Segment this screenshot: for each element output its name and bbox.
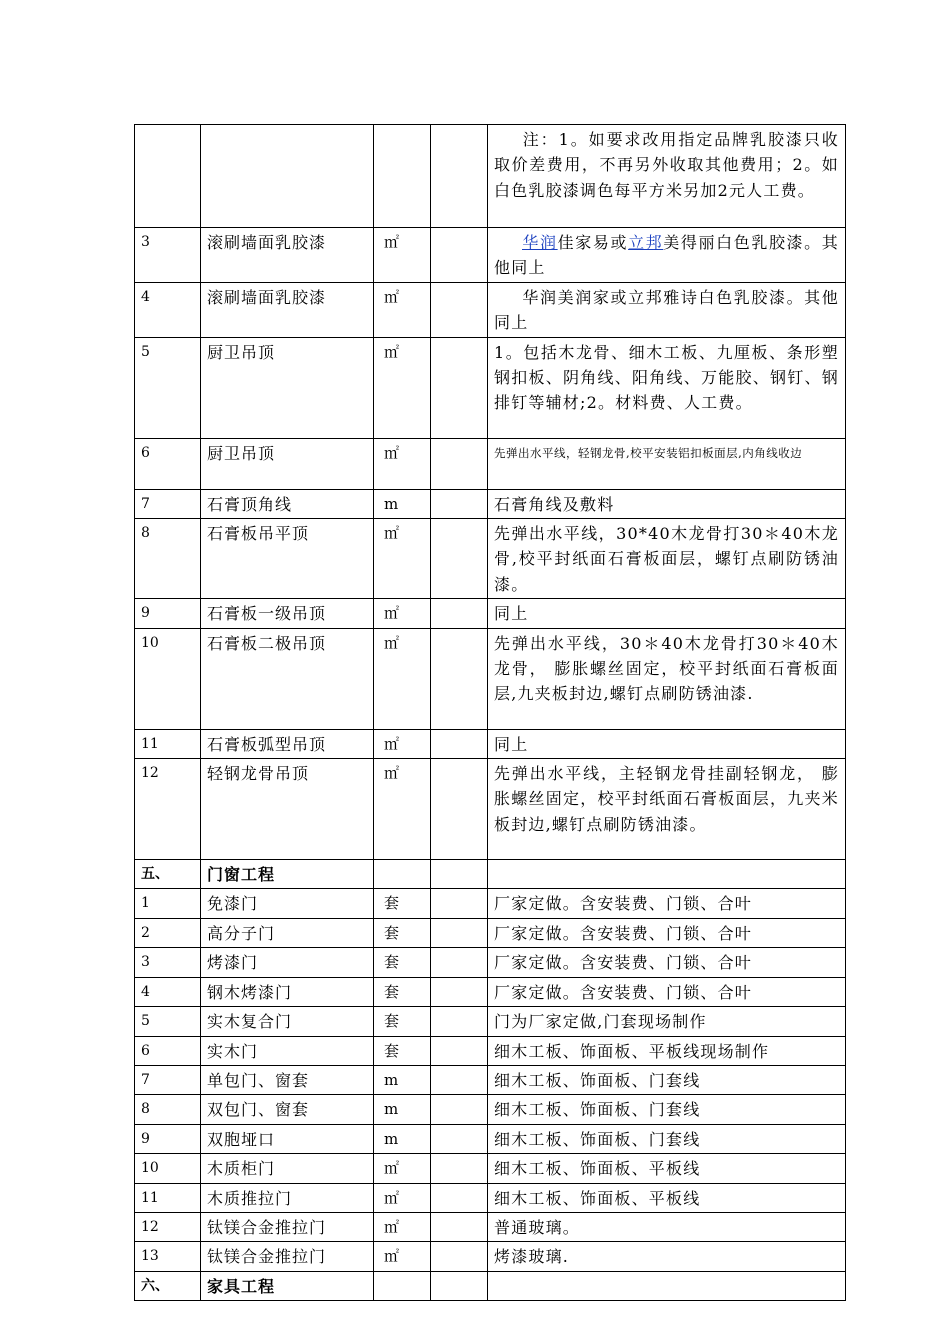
item-name: 厨卫吊顶 [201, 438, 374, 489]
item-unit: ㎡ [374, 599, 431, 628]
table-row [135, 977, 846, 1006]
item-number: 6 [135, 438, 201, 489]
item-unit: 套 [374, 918, 431, 947]
item-quantity [431, 1124, 488, 1153]
description-text: 普通玻璃。 [494, 1217, 581, 1237]
description-text: 厂家定做。含安装费、门锁、合叶 [494, 894, 753, 914]
table-row [135, 1036, 846, 1065]
item-unit: ㎡ [374, 628, 431, 729]
item-quantity [431, 1183, 488, 1212]
brand-link-libang[interactable]: 立邦 [628, 233, 664, 252]
item-name: 烤漆门 [201, 948, 374, 977]
item-unit: ㎡ [374, 729, 431, 758]
item-description [488, 759, 846, 860]
item-number: 3 [135, 228, 201, 283]
table-row [135, 1154, 846, 1183]
item-description [488, 860, 846, 889]
table-row [135, 282, 846, 337]
item-description [488, 282, 846, 337]
item-unit: ㎡ [374, 759, 431, 860]
table-row [135, 918, 846, 947]
item-unit: 套 [374, 1036, 431, 1065]
item-unit [374, 1271, 431, 1300]
description-text: 1。包括木龙骨、细木工板、九厘板、条形塑钢扣板、阴角线、阳角线、万能胶、钢钉、钢排钉等辅材;2。材料费、人工费。 [494, 342, 839, 413]
description-text: 同上 [494, 734, 529, 754]
item-unit: ㎡ [374, 228, 431, 283]
description-text: 细木工板、饰面板、平板线 [494, 1188, 701, 1208]
item-name: 木质推拉门 [201, 1183, 374, 1212]
item-number: 5 [135, 1007, 201, 1036]
item-description [488, 125, 846, 228]
table-row [135, 889, 846, 918]
item-unit: 套 [374, 1007, 431, 1036]
table-row [135, 599, 846, 628]
item-name: 单包门、窗套 [201, 1065, 374, 1094]
item-name [201, 125, 374, 228]
item-description [488, 1095, 846, 1124]
item-quantity [431, 228, 488, 283]
item-unit: ㎡ [374, 1212, 431, 1241]
description-text: 烤漆玻璃. [494, 1247, 570, 1267]
table-row [135, 337, 846, 438]
item-unit: ㎡ [374, 438, 431, 489]
item-name: 厨卫吊顶 [201, 337, 374, 438]
table-row [135, 759, 846, 860]
item-unit [374, 860, 431, 889]
item-description [488, 228, 846, 283]
item-description [488, 489, 846, 518]
item-description [488, 889, 846, 918]
item-unit: m [374, 1124, 431, 1153]
quote-table [134, 124, 846, 1301]
item-name: 滚刷墙面乳胶漆 [201, 282, 374, 337]
brand-link-huarun[interactable]: 华润 [522, 233, 558, 252]
item-number: 2 [135, 918, 201, 947]
item-quantity [431, 948, 488, 977]
item-unit: ㎡ [374, 1242, 431, 1271]
description-text: 细木工板、饰面板、门套线 [494, 1100, 701, 1120]
item-unit: m [374, 489, 431, 518]
description-text: 注：1。如要求改用指定品牌乳胶漆只收取价差费用，不再另外收取其他费用；2。如白色乳胶漆调色每平方米另加2元人工费。 [494, 130, 839, 200]
item-unit: 套 [374, 948, 431, 977]
item-quantity [431, 489, 488, 518]
item-description [488, 628, 846, 729]
item-quantity [431, 1212, 488, 1241]
item-description [488, 337, 846, 438]
item-number: 12 [135, 759, 201, 860]
item-name: 石膏板一级吊顶 [201, 599, 374, 628]
item-number: 六、 [135, 1271, 201, 1300]
item-description [488, 1271, 846, 1300]
item-unit: ㎡ [374, 1154, 431, 1183]
item-quantity [431, 977, 488, 1006]
item-quantity [431, 337, 488, 438]
item-unit: ㎡ [374, 519, 431, 599]
description-text: 先弹出水平线，30*40木龙骨打30＊40木龙骨,校平封纸面石膏板面层，螺钉点刷防锈油漆。 [494, 524, 839, 594]
item-number: 五、 [135, 860, 201, 889]
quote-table-body [135, 125, 846, 1301]
table-row [135, 1007, 846, 1036]
item-quantity [431, 519, 488, 599]
item-number: 6 [135, 1036, 201, 1065]
item-number: 10 [135, 628, 201, 729]
table-row [135, 228, 846, 283]
item-name: 实木复合门 [201, 1007, 374, 1036]
item-name: 实木门 [201, 1036, 374, 1065]
item-number: 12 [135, 1212, 201, 1241]
description-text: 同上 [494, 604, 529, 624]
item-quantity [431, 729, 488, 758]
item-name: 滚刷墙面乳胶漆 [201, 228, 374, 283]
item-description [488, 1183, 846, 1212]
item-number: 3 [135, 948, 201, 977]
item-name: 钢木烤漆门 [201, 977, 374, 1006]
table-row [135, 729, 846, 758]
item-quantity [431, 1036, 488, 1065]
item-quantity [431, 918, 488, 947]
item-quantity [431, 1007, 488, 1036]
item-number: 7 [135, 1065, 201, 1094]
item-description [488, 1007, 846, 1036]
item-name: 高分子门 [201, 918, 374, 947]
description-text: 先弹出水平线，主轻钢龙骨挂副轻钢龙， 膨胀螺丝固定，校平封纸面石膏板面层，九夹米板封边,螺钉点刷防锈油漆。 [494, 764, 839, 834]
item-quantity [431, 759, 488, 860]
item-unit: ㎡ [374, 1183, 431, 1212]
item-description [488, 1124, 846, 1153]
item-quantity [431, 1242, 488, 1271]
item-unit: m [374, 1065, 431, 1094]
item-name: 门窗工程 [201, 860, 374, 889]
description-text: 美得丽白色乳胶漆。其他同上 [494, 233, 839, 278]
item-name: 石膏板弧型吊顶 [201, 729, 374, 758]
section-row [135, 860, 846, 889]
table-row [135, 489, 846, 518]
item-number: 1 [135, 889, 201, 918]
item-number: 13 [135, 1242, 201, 1271]
item-name: 家具工程 [201, 1271, 374, 1300]
item-description [488, 1036, 846, 1065]
item-unit [374, 125, 431, 228]
item-number: 9 [135, 1124, 201, 1153]
item-description [488, 948, 846, 977]
item-name: 双胞垭口 [201, 1124, 374, 1153]
item-number: 4 [135, 282, 201, 337]
item-quantity [431, 1095, 488, 1124]
item-name: 轻钢龙骨吊顶 [201, 759, 374, 860]
description-text: 门为厂家定做,门套现场制作 [494, 1012, 707, 1032]
item-description [488, 1212, 846, 1241]
item-quantity [431, 599, 488, 628]
item-name: 免漆门 [201, 889, 374, 918]
description-text: 先弹出水平线，轻钢龙骨,校平安装铝扣板面层,内角线收边 [494, 445, 803, 460]
item-description [488, 1154, 846, 1183]
table-row [135, 1124, 846, 1153]
item-name: 木质柜门 [201, 1154, 374, 1183]
item-name: 钛镁合金推拉门 [201, 1212, 374, 1241]
table-row [135, 1065, 846, 1094]
item-description [488, 599, 846, 628]
item-number: 10 [135, 1154, 201, 1183]
item-description [488, 918, 846, 947]
table-row [135, 1212, 846, 1241]
section-row [135, 1271, 846, 1300]
item-number: 7 [135, 489, 201, 518]
description-text: 华润美润家或立邦雅诗白色乳胶漆。其他同上 [494, 287, 839, 333]
item-number: 11 [135, 1183, 201, 1212]
description-text: 佳家易或 [557, 233, 629, 252]
item-quantity [431, 125, 488, 228]
item-number [135, 125, 201, 228]
item-quantity [431, 1154, 488, 1183]
table-row [135, 1242, 846, 1271]
table-row [135, 438, 846, 489]
table-row [135, 1095, 846, 1124]
item-unit: 套 [374, 889, 431, 918]
item-unit: m [374, 1095, 431, 1124]
table-row [135, 628, 846, 729]
item-unit: ㎡ [374, 337, 431, 438]
description-text: 细木工板、饰面板、门套线 [494, 1129, 701, 1149]
item-number: 5 [135, 337, 201, 438]
description-text: 细木工板、饰面板、门套线 [494, 1070, 701, 1090]
item-description [488, 729, 846, 758]
description-text: 先弹出水平线，30＊40木龙骨打30＊40木龙骨， 膨胀螺丝固定，校平封纸面石膏板面层,九夹板封边,螺钉点刷防锈油漆. [494, 633, 839, 704]
table-row [135, 519, 846, 599]
item-name: 石膏板二极吊顶 [201, 628, 374, 729]
item-unit: ㎡ [374, 282, 431, 337]
item-number: 8 [135, 519, 201, 599]
table-row [135, 1183, 846, 1212]
item-quantity [431, 1271, 488, 1300]
item-description [488, 519, 846, 599]
item-quantity [431, 889, 488, 918]
item-name: 钛镁合金推拉门 [201, 1242, 374, 1271]
item-name: 石膏板吊平顶 [201, 519, 374, 599]
item-name: 石膏顶角线 [201, 489, 374, 518]
description-text: 厂家定做。含安装费、门锁、合叶 [494, 953, 753, 973]
item-quantity [431, 1065, 488, 1094]
description-text: 石膏角线及敷料 [494, 494, 615, 514]
description-text: 厂家定做。含安装费、门锁、合叶 [494, 923, 753, 943]
item-number: 9 [135, 599, 201, 628]
table-row [135, 125, 846, 228]
item-quantity [431, 282, 488, 337]
item-quantity [431, 628, 488, 729]
table-row [135, 948, 846, 977]
item-description [488, 977, 846, 1006]
item-number: 8 [135, 1095, 201, 1124]
item-name: 双包门、窗套 [201, 1095, 374, 1124]
description-text: 细木工板、饰面板、平板线 [494, 1159, 701, 1179]
item-unit: 套 [374, 977, 431, 1006]
item-description [488, 438, 846, 489]
item-quantity [431, 860, 488, 889]
item-description [488, 1242, 846, 1271]
item-number: 4 [135, 977, 201, 1006]
description-text: 细木工板、饰面板、平板线现场制作 [494, 1041, 770, 1061]
quote-table-container [134, 124, 845, 1301]
item-quantity [431, 438, 488, 489]
item-number: 11 [135, 729, 201, 758]
item-description [488, 1065, 846, 1094]
description-text: 厂家定做。含安装费、门锁、合叶 [494, 982, 753, 1002]
